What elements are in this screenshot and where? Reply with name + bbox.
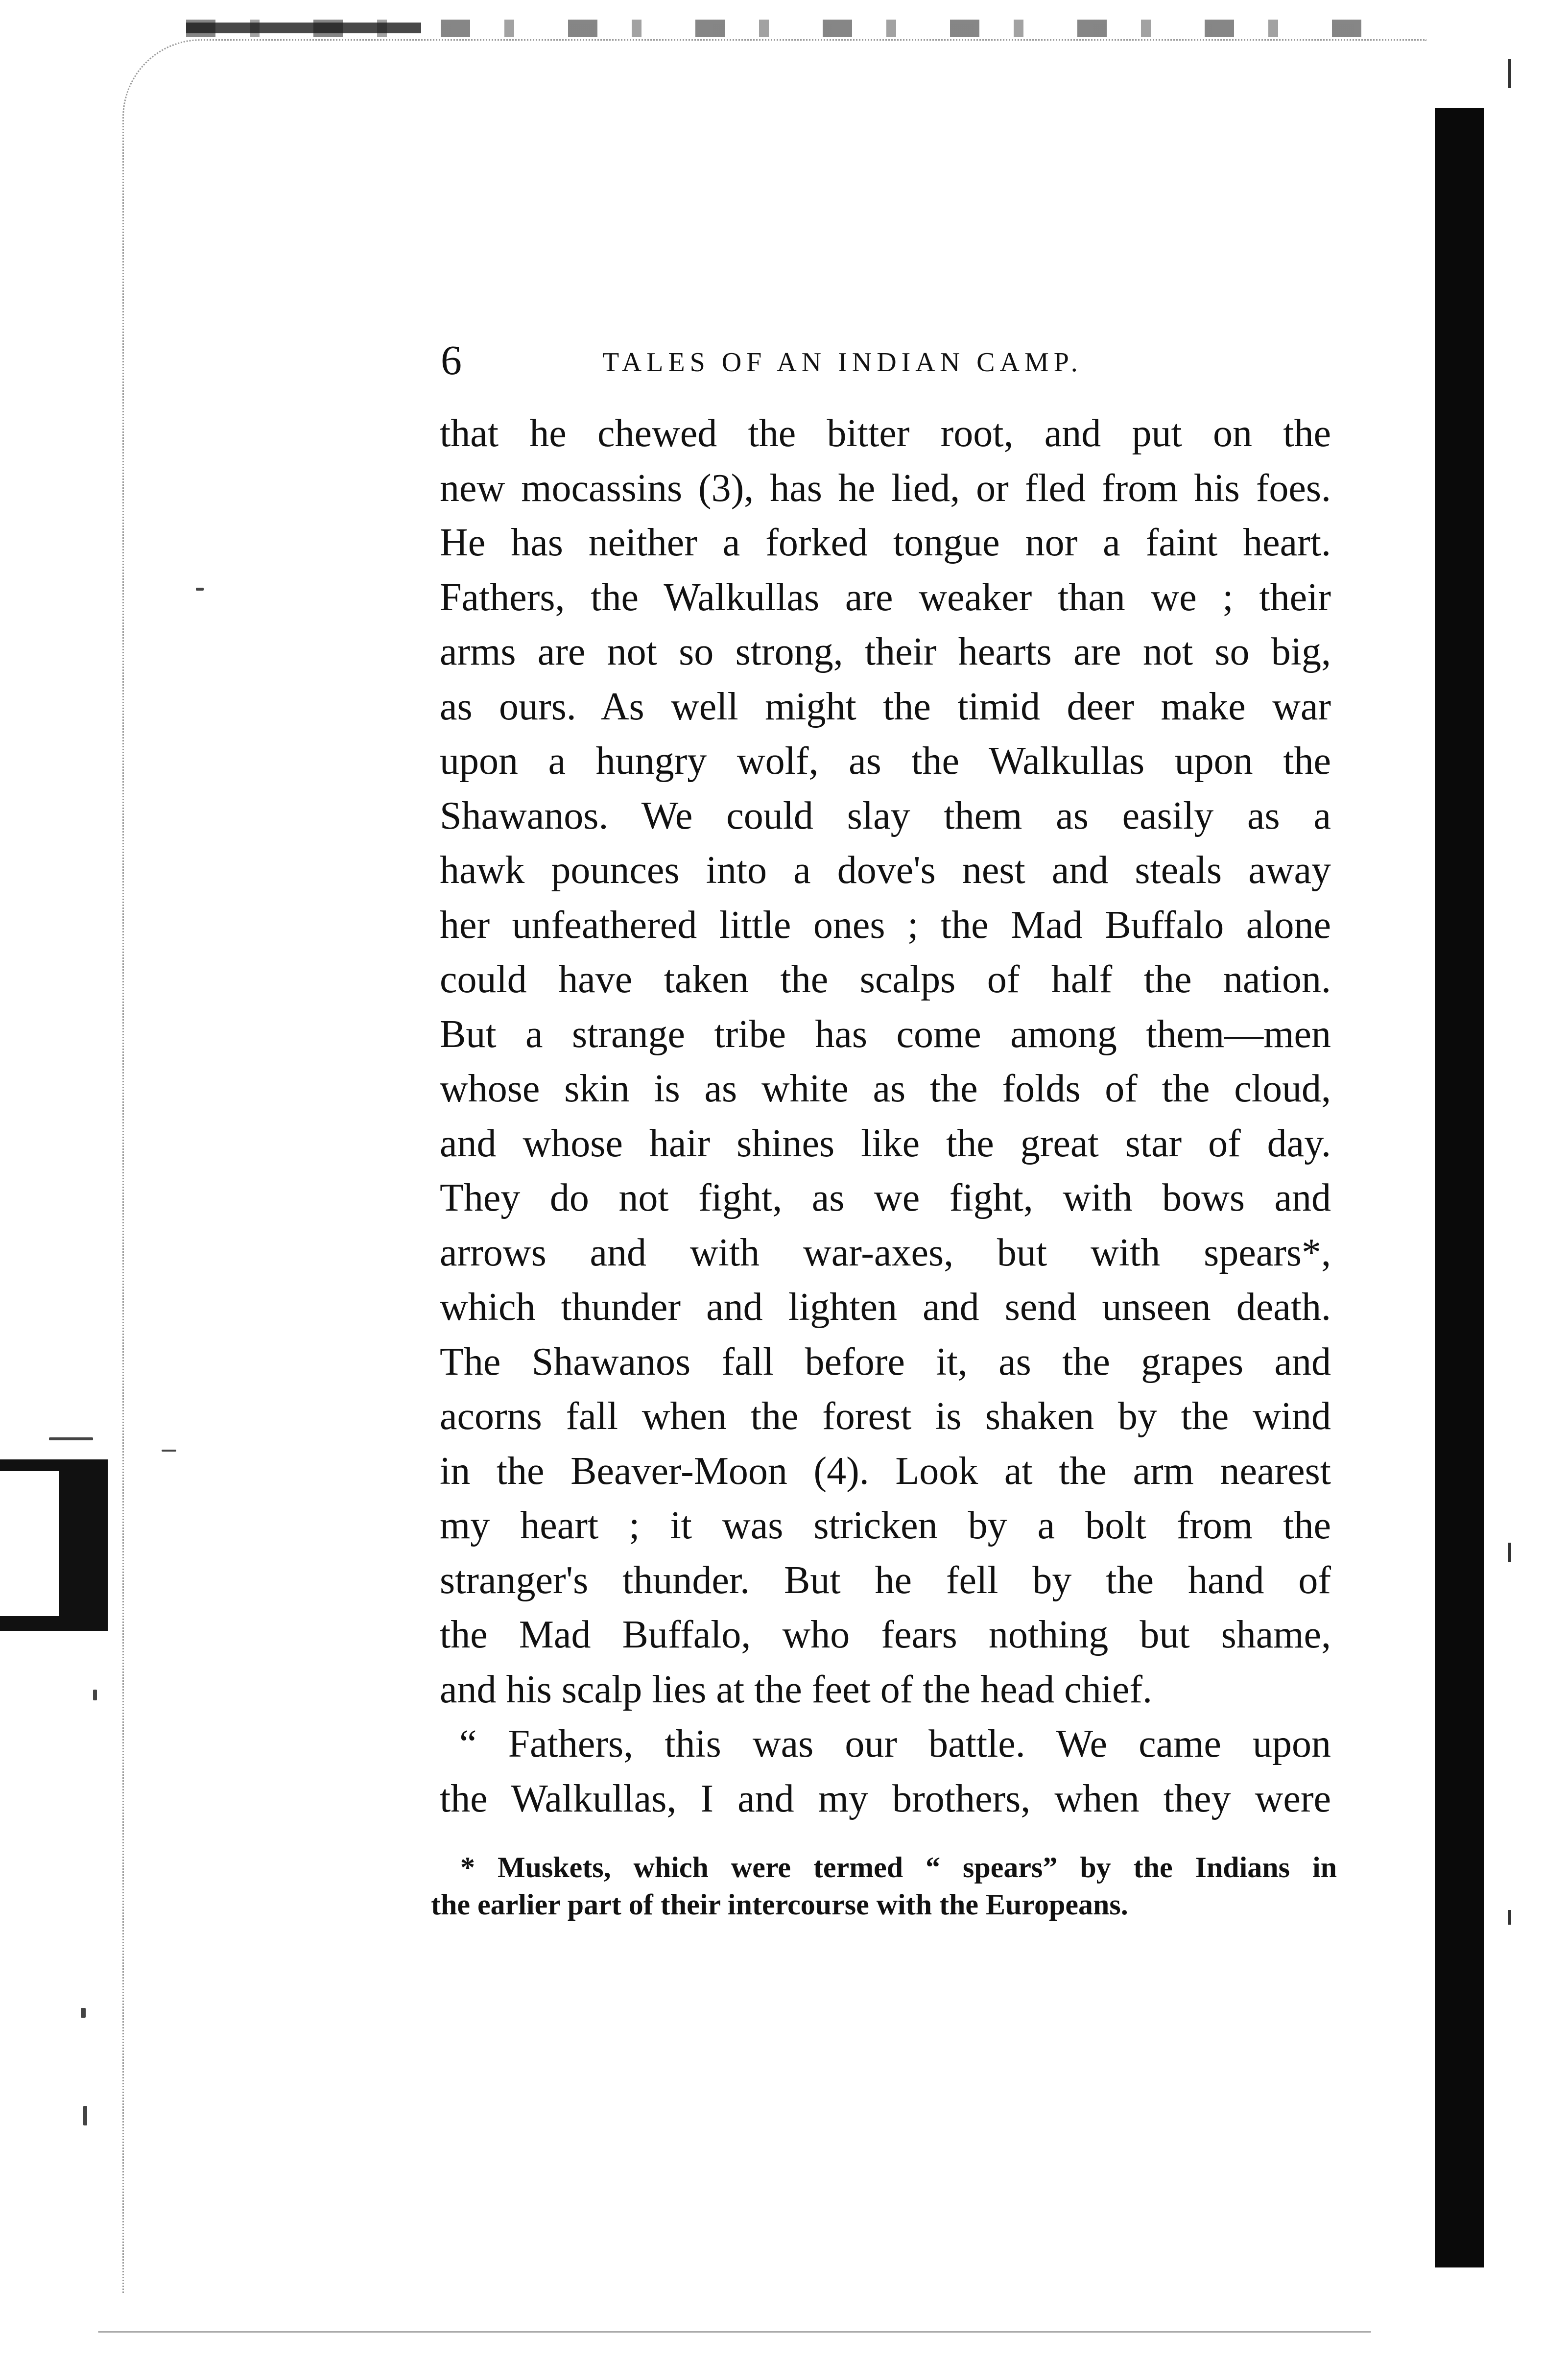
- text-line: He has neither a forked tongue nor a faint heart.: [440, 521, 1331, 564]
- body-text: [440, 406, 1331, 1826]
- text-line: and his scalp lies at the feet of the head chief.: [440, 1668, 1152, 1711]
- text-line: “ Fathers, this was our battle. We came upon: [459, 1722, 1331, 1766]
- scan-speck: [81, 2008, 86, 2018]
- text-line: could have taken the scalps of half the nation.: [440, 958, 1331, 1001]
- scan-speck: [93, 1690, 97, 1700]
- text-line: arrows and with war-axes, but with spears*,: [440, 1231, 1331, 1274]
- page-number: 6: [441, 336, 462, 383]
- scan-speck: [49, 1437, 93, 1440]
- scan-speck: [196, 588, 204, 591]
- text-line: her unfeathered little ones ; the Mad Buffalo alone: [440, 903, 1331, 947]
- text-line: The Shawanos fall before it, as the grapes and: [440, 1340, 1331, 1384]
- scan-speck: [1508, 1910, 1511, 1925]
- text-line: in the Beaver-Moon (4). Look at the arm nearest: [440, 1449, 1331, 1493]
- text-line: which thunder and lighten and send unseen death.: [440, 1286, 1331, 1329]
- text-line: whose skin is as white as the folds of the cloud,: [440, 1067, 1331, 1110]
- page-header: [441, 333, 1337, 387]
- scan-speck: [98, 2331, 1371, 2333]
- footnote-line: * Muskets, which were termed “ spears” by the Indians in: [460, 1851, 1337, 1884]
- scan-speck: [1508, 1543, 1511, 1562]
- footnote: [431, 1849, 1337, 1923]
- margin-mark: [0, 1459, 113, 1876]
- text-line: arms are not so strong, their hearts are not so big,: [440, 630, 1331, 673]
- footnote-line: the earlier part of their intercourse with the Europeans.: [431, 1888, 1128, 1921]
- text-line: hawk pounces into a dove's nest and steals away: [440, 849, 1331, 892]
- text-line: They do not fight, as we fight, with bows and: [440, 1176, 1331, 1219]
- text-line: that he chewed the bitter root, and put on the: [440, 412, 1331, 455]
- scan-speck: [1508, 59, 1511, 88]
- text-line: and whose hair shines like the great star of day.: [440, 1121, 1331, 1165]
- text-line: the Walkullas, I and my brothers, when they were: [440, 1777, 1331, 1820]
- text-line: acorns fall when the forest is shaken by the wind: [440, 1395, 1331, 1438]
- text-line: upon a hungry wolf, as the Walkullas upon the: [440, 740, 1331, 783]
- text-line: my heart ; it was stricken by a bolt from the: [440, 1504, 1331, 1547]
- text-line: But a strange tribe has come among them—men: [440, 1012, 1331, 1056]
- text-line: Shawanos. We could slay them as easily as a: [440, 794, 1331, 837]
- text-line: new mocassins (3), has he lied, or fled from his foes.: [440, 466, 1331, 510]
- scan-edge-artifact: [186, 23, 421, 33]
- text-line: stranger's thunder. But he fell by the hand of: [440, 1558, 1331, 1602]
- text-line: as ours. As well might the timid deer make war: [440, 685, 1331, 728]
- scan-speck: [83, 2106, 87, 2125]
- text-line: Fathers, the Walkullas are weaker than we ; their: [440, 575, 1331, 619]
- text-line: the Mad Buffalo, who fears nothing but shame,: [440, 1613, 1331, 1656]
- running-head: TALES OF AN INDIAN CAMP.: [602, 347, 1083, 378]
- binding-shadow: [1435, 108, 1484, 2267]
- scan-speck: [162, 1450, 176, 1452]
